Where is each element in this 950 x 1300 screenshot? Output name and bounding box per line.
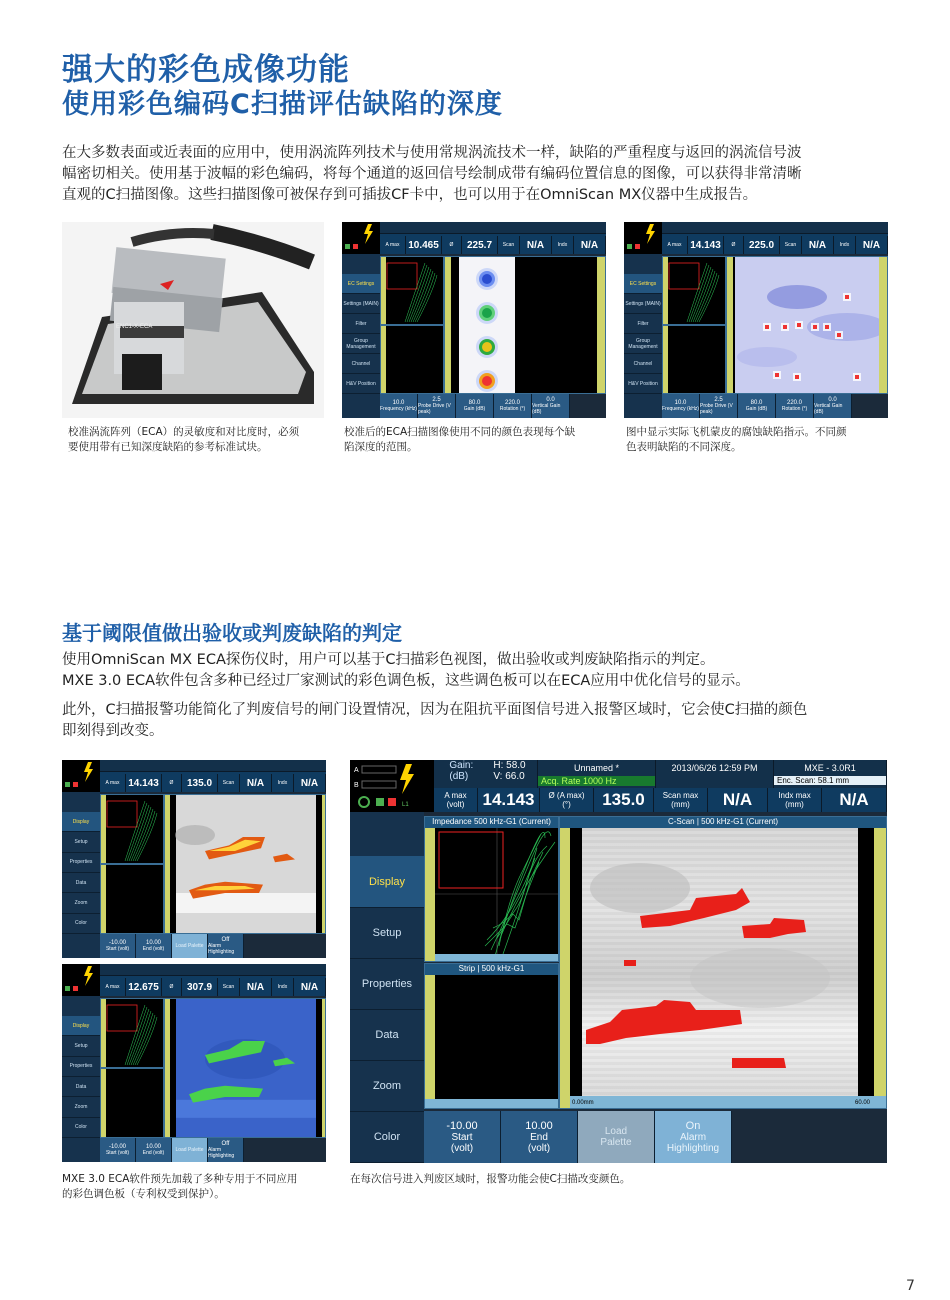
footer-control[interactable] xyxy=(814,394,852,418)
gain-h: H: 58.0 xyxy=(493,760,526,771)
c-scan-title: C-Scan | 500 kHz-G1 (Current) xyxy=(560,817,886,828)
c-scan-panel xyxy=(726,256,888,394)
footer-control[interactable] xyxy=(208,1138,244,1162)
scanmax-label: Scan max xyxy=(662,791,699,800)
menu-item[interactable]: Data xyxy=(62,1077,100,1097)
strip-chart-panel xyxy=(100,1068,164,1138)
end-control[interactable] xyxy=(501,1111,578,1163)
menu-item[interactable]: Settings (MAIN) xyxy=(624,294,662,314)
footer-label: Load Palette xyxy=(175,943,204,949)
device-screenshot-calibrated xyxy=(342,222,606,418)
device-screenshot-aircraft xyxy=(624,222,888,418)
status-header: A max 10.465 Ø 225.7 Scan N/A Indx N/A xyxy=(380,222,606,254)
impedance-plane-panel xyxy=(662,256,726,325)
phi-label: Ø (A max) xyxy=(548,791,585,800)
menu-item[interactable]: H&V Position xyxy=(624,374,662,394)
footer-control[interactable] xyxy=(208,934,244,958)
footer-value: Off xyxy=(221,937,230,943)
paragraph-line: 使用OmniScan MX ECA探伤仪时，用户可以基于C扫描彩色视图，做出验收或判废缺陷指示的判定。 xyxy=(62,652,715,668)
menu-item[interactable]: Zoom xyxy=(62,1097,100,1117)
footer-control[interactable] xyxy=(418,394,456,418)
caption-probe xyxy=(68,425,328,455)
page-number: 7 xyxy=(906,1278,915,1294)
menu-color[interactable]: Color xyxy=(350,1112,424,1163)
parameter-footer xyxy=(424,1111,887,1163)
page-subtitle: 使用彩色编码C扫描评估缺陷的深度 xyxy=(62,89,503,120)
footer-value: 220.0 xyxy=(504,400,520,406)
intro-paragraph xyxy=(62,143,892,206)
device-screenshot-palette-blue xyxy=(62,964,326,1162)
intro-line: 直观的C扫描图像。这些扫描图像可被保存到可插拔CF卡中，也可以用于在OmniScan MX仪器中生成报告。 xyxy=(62,187,758,203)
footer-label: Vertical Gain (dB) xyxy=(532,403,561,415)
menu-item[interactable]: Group Management xyxy=(342,334,380,354)
parameter-footer xyxy=(100,934,326,958)
impedance-plane-panel xyxy=(100,794,164,864)
caption-line: 图中显示实际飞机蒙皮的腐蚀缺陷指示。不同颜 xyxy=(626,426,847,438)
paragraph-line: 即刻得到改变。 xyxy=(62,723,164,739)
footer-control[interactable] xyxy=(172,934,208,958)
menu-item[interactable]: Zoom xyxy=(62,893,100,913)
menu-item[interactable]: Settings (MAIN) xyxy=(342,294,380,314)
footer-label: End (volt) xyxy=(142,946,165,952)
menu-item[interactable]: Channel xyxy=(342,354,380,374)
amax-label: A max xyxy=(444,791,467,800)
footer-value: Off xyxy=(221,1141,230,1147)
menu-item[interactable]: Display xyxy=(62,1016,100,1036)
impedance-title: Impedance 500 kHz-G1 (Current) xyxy=(425,817,558,828)
indx-value: N/A xyxy=(294,774,326,792)
intro-line: 幅密切相关。使用基于波幅的彩色编码，将每个通道的返回信号绘制成带有编码位置信息的图像，可以获得非常清晰 xyxy=(62,166,802,182)
menu-sidebar xyxy=(350,812,424,1163)
menu-sidebar xyxy=(62,792,100,958)
start-unit: (volt) xyxy=(450,1143,474,1154)
footer-value: 2.5 xyxy=(714,397,723,403)
footer-value: 220.0 xyxy=(786,400,802,406)
strip-chart-panel xyxy=(662,325,726,394)
footer-control[interactable] xyxy=(380,394,418,418)
footer-value: 80.0 xyxy=(468,400,481,406)
footer-value: 10.00 xyxy=(145,940,161,946)
device-screenshot-palette-fire xyxy=(62,760,326,958)
file-name: Unnamed * xyxy=(573,763,620,773)
menu-display[interactable]: Display xyxy=(350,856,424,908)
footer-control[interactable] xyxy=(776,394,814,418)
enc-scan-value: 58.1 mm xyxy=(817,776,850,785)
menu-item[interactable]: Group Management xyxy=(624,334,662,354)
menu-item[interactable]: Setup xyxy=(62,832,100,852)
indx-value: N/A xyxy=(856,236,888,254)
probe-photo xyxy=(62,222,324,418)
indx-value: N/A xyxy=(574,236,606,254)
device-logo xyxy=(624,222,662,254)
menu-item[interactable]: Setup xyxy=(62,1036,100,1056)
footer-label: Vertical Gain (dB) xyxy=(814,403,843,415)
indx-value: N/A xyxy=(294,978,326,996)
footer-value: 2.5 xyxy=(432,397,441,403)
footer-label: End (volt) xyxy=(142,1150,165,1156)
footer-value: -10.00 xyxy=(108,940,126,946)
footer-control[interactable] xyxy=(662,394,700,418)
gain-v: V: 66.0 xyxy=(493,771,525,782)
svg-text:B: B xyxy=(354,782,359,789)
scanmax-unit: (mm) xyxy=(671,800,690,809)
strip-title: Strip | 500 kHz-G1 xyxy=(425,964,558,975)
c-scan-panel xyxy=(164,998,326,1138)
phi-value: 135.0 xyxy=(594,788,654,812)
section-paragraph xyxy=(62,650,892,692)
parameter-footer xyxy=(380,394,606,418)
enc-scan xyxy=(774,776,886,785)
strip-chart-panel xyxy=(100,864,164,934)
alarm-highlighting-toggle[interactable] xyxy=(655,1111,732,1163)
footer-control[interactable] xyxy=(136,934,172,958)
impedance-plane-panel xyxy=(424,816,559,962)
load-label: Load xyxy=(604,1126,628,1137)
device-logo xyxy=(62,760,100,792)
menu-properties[interactable]: Properties xyxy=(350,959,424,1010)
device-screenshot-alarm xyxy=(350,760,887,1163)
phi-unit: (°) xyxy=(562,800,571,809)
footer-filler xyxy=(732,1111,887,1163)
footer-control[interactable] xyxy=(100,934,136,958)
page-title: 强大的彩色成像功能 xyxy=(62,52,350,88)
menu-item[interactable]: Filter xyxy=(342,314,380,334)
caption-line: 陷深度的范围。 xyxy=(344,441,418,453)
amax-value: 14.143 xyxy=(478,788,540,812)
paragraph-line: MXE 3.0 ECA软件包含多种已经过厂家测试的彩色调色板，这些调色板可以在ECA应用中优化信号的显示。 xyxy=(62,673,750,689)
caption-palettes xyxy=(62,1172,326,1202)
caption-line: 色表明缺陷的不同深度。 xyxy=(626,441,742,453)
amax-unit: (volt) xyxy=(446,800,465,809)
start-label: Start xyxy=(451,1132,473,1143)
indxmax-unit: (mm) xyxy=(785,800,804,809)
c-scan-axis-end: 60.00 xyxy=(854,1100,870,1106)
caption-line: 校准后的ECA扫描图像使用不同的颜色表现每个缺 xyxy=(344,426,576,438)
footer-label: Alarm Highlighting xyxy=(208,1147,235,1159)
menu-sidebar xyxy=(624,254,662,418)
date-time: 2013/06/26 12:59 PM xyxy=(671,763,758,773)
c-scan-panel xyxy=(444,256,606,394)
menu-item[interactable]: EC Settings xyxy=(624,274,662,294)
caption-alarm: 在每次信号进入判废区域时，报警功能会使C扫描改变颜色。 xyxy=(350,1173,631,1185)
gain-unit: (dB) xyxy=(449,771,469,782)
footer-value: 10.0 xyxy=(392,400,405,406)
footer-label: Alarm Highlighting xyxy=(208,943,235,955)
menu-item[interactable]: Data xyxy=(62,873,100,893)
footer-label: Gain (dB) xyxy=(745,406,768,412)
scan-value: N/A xyxy=(520,236,552,254)
caption-line: MXE 3.0 ECA软件预先加载了多种专用于不同应用 xyxy=(62,1173,298,1185)
footer-label: Gain (dB) xyxy=(463,406,486,412)
strip-ruler-bottom xyxy=(425,1099,559,1108)
indxmax-value: N/A xyxy=(822,788,887,812)
section-paragraph xyxy=(62,700,892,742)
footer-label: Frequency (kHz) xyxy=(380,406,417,412)
acq-rate: Acq. Rate 1000 Hz xyxy=(538,776,655,786)
status-header: A max 14.143 Ø 225.0 Scan N/A Indx N/A xyxy=(662,222,888,254)
footer-control[interactable] xyxy=(532,394,570,418)
enc-scan-label: Enc. Scan: xyxy=(777,776,816,785)
svg-text:A: A xyxy=(354,767,359,774)
alarm-value: On xyxy=(685,1120,701,1132)
scan-value: N/A xyxy=(240,978,272,996)
alarm-label: Alarm xyxy=(679,1132,707,1143)
menu-item[interactable]: Channel xyxy=(624,354,662,374)
footer-value: 0.0 xyxy=(828,397,837,403)
device-logo xyxy=(342,222,380,254)
indxmax-label: Indx max xyxy=(778,791,811,800)
palette-label: Palette xyxy=(600,1137,632,1148)
footer-label: Load Palette xyxy=(175,1147,204,1153)
amax-value: 12.675 xyxy=(126,978,162,996)
footer-control[interactable] xyxy=(700,394,738,418)
impedance-plane-panel xyxy=(380,256,444,325)
status-header xyxy=(434,760,887,812)
footer-label: Start (volt) xyxy=(105,1150,130,1156)
footer-value: 10.0 xyxy=(674,400,687,406)
scan-value: N/A xyxy=(240,774,272,792)
svg-text:L1: L1 xyxy=(402,802,409,808)
caption-calibrated xyxy=(344,425,606,455)
menu-sidebar xyxy=(342,254,380,418)
menu-item[interactable]: Display xyxy=(62,812,100,832)
end-unit: (volt) xyxy=(527,1143,551,1154)
phi-value: 225.0 xyxy=(744,236,780,254)
device-logo xyxy=(350,760,434,812)
menu-item[interactable]: Properties xyxy=(62,853,100,873)
menu-zoom[interactable]: Zoom xyxy=(350,1061,424,1112)
caption-line: 要使用带有已知深度缺陷的参考标准试块。 xyxy=(68,441,268,453)
footer-control[interactable] xyxy=(136,1138,172,1162)
menu-sidebar xyxy=(62,996,100,1162)
footer-control[interactable] xyxy=(494,394,532,418)
menu-item[interactable]: Properties xyxy=(62,1057,100,1077)
software-version: MXE - 3.0R1 xyxy=(804,763,856,773)
parameter-footer xyxy=(100,1138,326,1162)
footer-label: Start (volt) xyxy=(105,946,130,952)
footer-label: Probe Drive (V peak) xyxy=(418,403,451,415)
footer-label: Rotation (°) xyxy=(781,406,808,412)
footer-label: Probe Drive (V peak) xyxy=(700,403,733,415)
amax-value: 14.143 xyxy=(126,774,162,792)
amax-value: 10.465 xyxy=(406,236,442,254)
probe-label: ENC1-X-ECA xyxy=(116,324,153,330)
parameter-footer xyxy=(662,394,888,418)
caption-line: 校准涡流阵列（ECA）的灵敏度和对比度时，必须 xyxy=(68,426,300,438)
footer-control[interactable] xyxy=(738,394,776,418)
strip-chart-panel xyxy=(424,963,559,1109)
c-scan-panel xyxy=(559,816,887,1109)
end-label: End xyxy=(530,1132,548,1143)
footer-value: 10.00 xyxy=(145,1144,161,1150)
scanmax-value: N/A xyxy=(708,788,768,812)
c-scan-panel xyxy=(164,794,326,934)
caption-line: 的彩色调色板（专利权受到保护）。 xyxy=(62,1188,225,1200)
strip-chart-panel xyxy=(380,325,444,394)
menu-setup[interactable]: Setup xyxy=(350,908,424,959)
menu-data[interactable]: Data xyxy=(350,1010,424,1061)
device-logo xyxy=(62,964,100,996)
footer-control[interactable] xyxy=(100,1138,136,1162)
strip-ruler xyxy=(425,975,435,1101)
footer-label: Frequency (kHz) xyxy=(662,406,699,412)
status-header: A max 12.675 Ø 307.9 Scan N/A Indx N/A xyxy=(100,964,326,996)
phi-value: 225.7 xyxy=(462,236,498,254)
end-value: 10.00 xyxy=(525,1120,553,1132)
footer-value: 0.0 xyxy=(546,397,555,403)
amax-value: 14.143 xyxy=(688,236,724,254)
section-title: 基于阈限值做出验收或判废缺陷的判定 xyxy=(62,621,402,645)
phi-value: 135.0 xyxy=(182,774,218,792)
menu-item[interactable]: Filter xyxy=(624,314,662,334)
paragraph-line: 此外，C扫描报警功能简化了判废信号的闸门设置情况，因为在阻抗平面图信号进入报警区域时，它会使C扫描的颜色 xyxy=(62,702,808,718)
start-value: -10.00 xyxy=(446,1120,478,1132)
menu-item[interactable]: Color xyxy=(62,914,100,934)
scan-value: N/A xyxy=(802,236,834,254)
footer-control[interactable] xyxy=(172,1138,208,1162)
menu-item[interactable]: Color xyxy=(62,1118,100,1138)
start-control[interactable] xyxy=(424,1111,501,1163)
status-header: A max 14.143 Ø 135.0 Scan N/A Indx N/A xyxy=(100,760,326,792)
footer-control[interactable] xyxy=(456,394,494,418)
phi-value: 307.9 xyxy=(182,978,218,996)
footer-value: 80.0 xyxy=(750,400,763,406)
gain-label: Gain: xyxy=(449,760,474,771)
highlighting-label: Highlighting xyxy=(666,1143,720,1154)
impedance-plane-panel xyxy=(100,998,164,1068)
menu-item[interactable]: H&V Position xyxy=(342,374,380,394)
caption-aircraft xyxy=(626,425,888,455)
c-scan-axis-start: 0.00mm xyxy=(572,1100,594,1106)
footer-label: Rotation (°) xyxy=(499,406,526,412)
load-palette-button[interactable] xyxy=(578,1111,655,1163)
menu-item[interactable]: EC Settings xyxy=(342,274,380,294)
footer-value: -10.00 xyxy=(108,1144,126,1150)
intro-line: 在大多数表面或近表面的应用中，使用涡流阵列技术与使用常规涡流技术一样，缺陷的严重程度与返回的涡流信号波 xyxy=(62,145,802,161)
